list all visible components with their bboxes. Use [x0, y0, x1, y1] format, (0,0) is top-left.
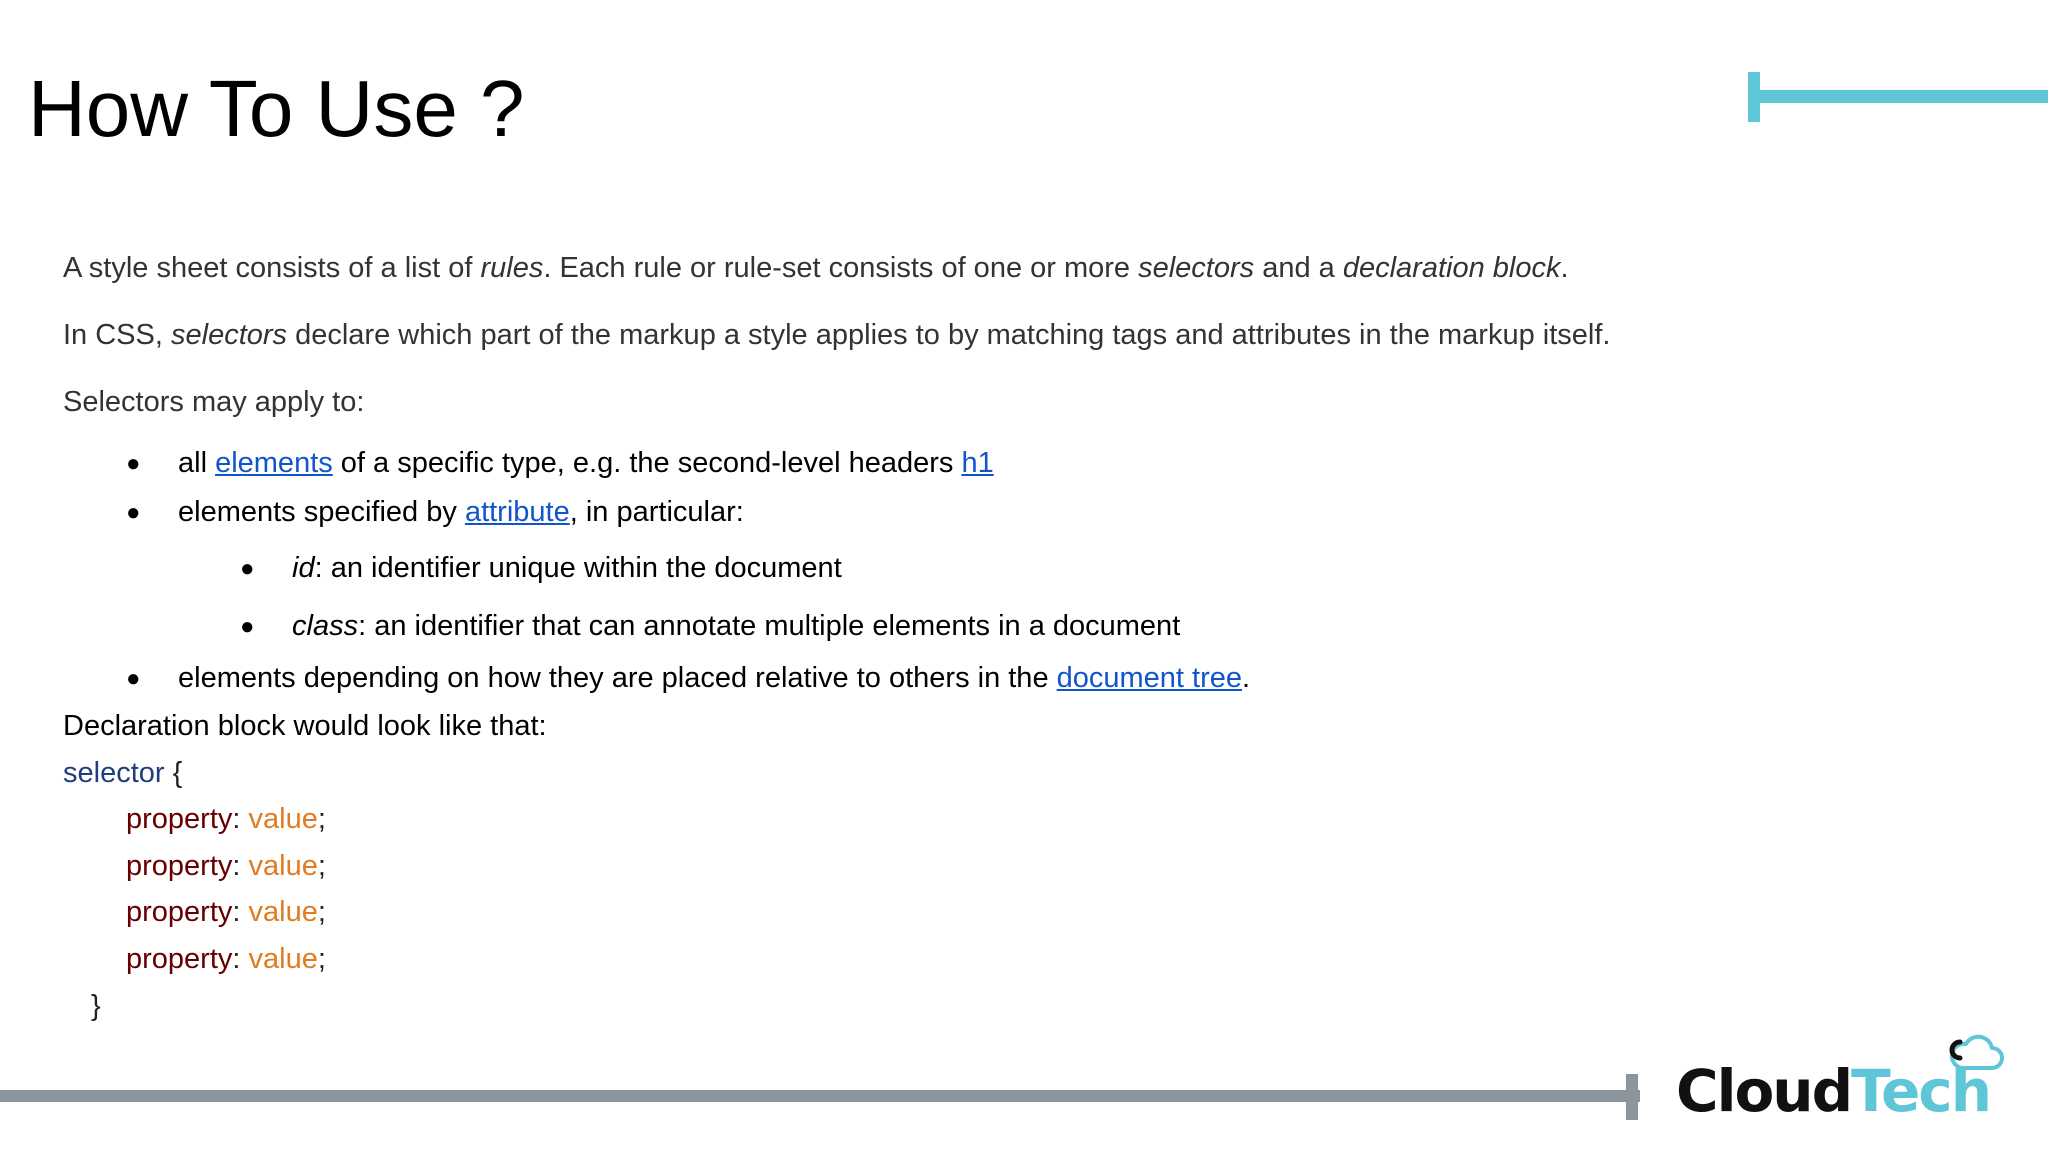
code-semicolon: ; — [317, 850, 326, 882]
link-attribute[interactable]: attribute — [464, 496, 570, 528]
code-declaration-line — [126, 801, 326, 837]
code-property: property — [126, 850, 233, 882]
text-run-italic: selectors — [171, 319, 288, 351]
text-run: elements depending on how they are placed relative to others in the — [178, 662, 1057, 694]
code-value: value — [248, 896, 318, 928]
sub-bullet-dot: ● — [240, 555, 255, 582]
code-value: value — [248, 850, 318, 882]
code-value: value — [248, 943, 318, 975]
code-property: property — [126, 943, 233, 975]
cloud-icon — [1940, 1030, 2006, 1080]
sub-bullet-item-id — [292, 550, 842, 586]
code-value: value — [248, 803, 318, 835]
code-colon: : — [232, 943, 249, 975]
code-selector-line — [63, 755, 182, 791]
text-run: . Each rule or rule-set consists of one or more — [543, 252, 1139, 284]
text-run: : an identifier unique within the document — [314, 552, 842, 584]
declaration-intro: Declaration block would look like that: — [63, 710, 547, 742]
code-property: property — [126, 803, 233, 835]
code-close-brace: } — [91, 990, 101, 1022]
bullet-item-elements — [178, 445, 994, 481]
paragraph-selectors — [63, 317, 1610, 353]
sub-bullet-item-class — [292, 608, 1180, 644]
bottom-accent-bar — [0, 1090, 1640, 1102]
top-accent-bracket — [1748, 72, 2048, 122]
text-run: . — [1242, 662, 1251, 694]
text-run-italic: rules — [480, 252, 544, 284]
text-run: In CSS, — [63, 319, 171, 351]
code-declaration-line — [126, 941, 326, 977]
text-run: elements specified by — [178, 496, 465, 528]
top-accent-bar — [1748, 90, 2048, 103]
slide-title: How To Use ? — [28, 64, 525, 153]
code-semicolon: ; — [317, 943, 326, 975]
bullet-item-attribute — [178, 494, 744, 530]
bullet-dot: ● — [126, 499, 141, 526]
code-colon: : — [232, 803, 249, 835]
text-run: and a — [1254, 252, 1343, 284]
text-run: of a specific type, e.g. the second-level headers — [332, 447, 962, 479]
text-run-italic: class — [292, 610, 359, 642]
logo-wordmark-tech: Tech — [1851, 1057, 1990, 1125]
text-run-italic: selectors — [1138, 252, 1255, 284]
code-colon: : — [232, 896, 249, 928]
text-run: . — [1560, 252, 1569, 284]
link-document-tree[interactable]: document tree — [1056, 662, 1243, 694]
code-declaration-line — [126, 894, 326, 930]
bottom-accent-tick — [1626, 1074, 1638, 1120]
code-property: property — [126, 896, 233, 928]
link-elements[interactable]: elements — [215, 447, 333, 479]
code-colon: : — [232, 850, 249, 882]
text-run: A style sheet consists of a list of — [63, 252, 481, 284]
logo-wordmark-cloud: Cloud — [1676, 1057, 1852, 1125]
text-run-italic: id — [292, 552, 315, 584]
text-run: declare which part of the markup a style applies to by matching tags and attributes in the markup itself. — [287, 319, 1611, 351]
code-declaration-line — [126, 848, 326, 884]
link-h1[interactable]: h1 — [961, 447, 994, 479]
sub-bullet-dot: ● — [240, 613, 255, 640]
code-semicolon: ; — [317, 803, 326, 835]
text-run: : an identifier that can annotate multiple elements in a document — [358, 610, 1181, 642]
code-selector: selector — [63, 757, 165, 789]
code-semicolon: ; — [317, 896, 326, 928]
paragraph-rules — [63, 250, 1569, 286]
text-run: all — [178, 447, 216, 479]
bullet-dot: ● — [126, 665, 141, 692]
cloudtech-logo — [1676, 1030, 2006, 1130]
text-run: , in particular: — [569, 496, 744, 528]
paragraph-selectors-apply: Selectors may apply to: — [63, 386, 365, 418]
bullet-dot: ● — [126, 450, 141, 477]
code-open-brace: { — [164, 757, 183, 789]
bullet-item-document-tree — [178, 660, 1250, 696]
text-run-italic: declaration block — [1342, 252, 1561, 284]
